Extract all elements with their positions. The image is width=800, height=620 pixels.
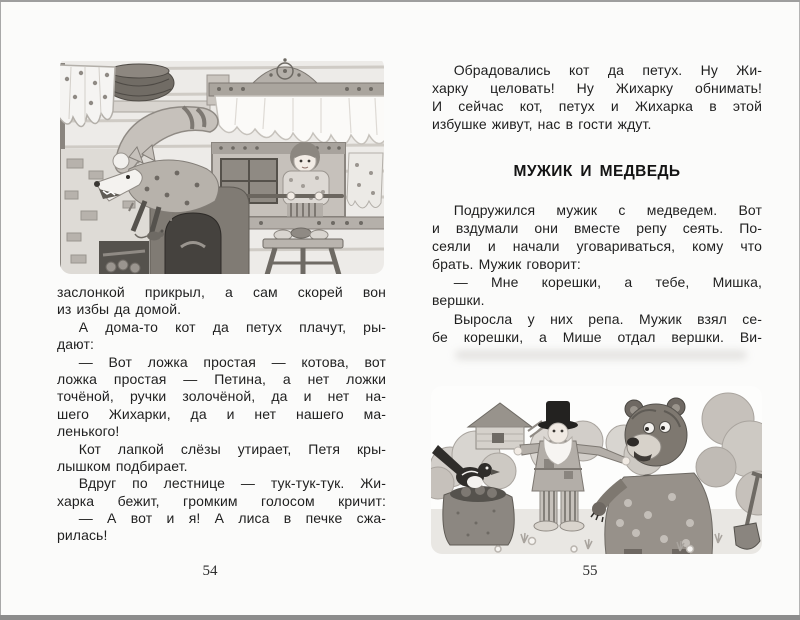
text-line: — А вот и я! А лиса в печке сжа- — [78, 510, 386, 527]
text-line: избушке живут, нас в гости ждут. — [432, 116, 652, 133]
text-line: харку целовать! Ну Жихарку обнимать! — [432, 80, 762, 97]
text-line: шего Жихарки, да и нет нашего ма- — [57, 405, 386, 422]
text-line: рилась! — [57, 527, 108, 544]
text-line: дают: — [57, 336, 94, 353]
hearth-firewood — [99, 241, 149, 277]
text-line: из избы да домой. — [57, 301, 182, 318]
text-line: вершки. — [432, 292, 485, 309]
right-page-story-text — [432, 201, 762, 346]
text-line: точёной, ручки золочёной, да и нет на- — [57, 388, 386, 405]
scan-top-edge — [0, 0, 800, 2]
text-line: А дома-то кот да петух плачут, ры- — [78, 318, 386, 335]
text-line: и вздумали они вместе репу сеять. По- — [432, 220, 762, 237]
text-line: — Вот ложка простая — котова, вот — [78, 353, 386, 370]
illustration-man-and-bear — [428, 383, 765, 557]
scan-bottom-edge — [0, 615, 800, 620]
sack-of-turnips — [443, 485, 514, 545]
text-line: Выросла у них репа. Мужик взял се- — [453, 310, 762, 327]
text-line: харка бежит, громким голосом кричит: — [57, 492, 386, 509]
text-line: заслонкой прикрыл, а сам скорей вон — [57, 284, 386, 300]
text-line: брать. Мужик говорит: — [432, 256, 581, 273]
text-line: бе корешки, а Мише отдал вершки. Ви- — [432, 328, 762, 345]
right-page-intro-text — [432, 61, 762, 133]
text-line: Обрадовались кот да петух. Ну Жи- — [453, 62, 762, 78]
scan-shadow — [455, 350, 747, 360]
text-line: — Мне корешки, а тебе, Мишка, — [453, 274, 762, 291]
text-line: ленького! — [57, 423, 120, 440]
text-line: И сейчас кот, петух и Жихарка в этой — [432, 98, 762, 115]
text-line: Подружился мужик с медведем. Вот — [453, 202, 762, 218]
story-title: МУЖИК И МЕДВЕДЬ — [513, 163, 681, 180]
page-number-right: 55 — [582, 563, 598, 579]
text-line: ложка простая — Петина, а нет ложки — [57, 370, 386, 387]
left-page-text — [57, 284, 386, 545]
text-line: Вдруг по лестнице — тук-тук-тук. Жи- — [78, 475, 386, 492]
text-line: Кот лапкой слёзы утирает, Петя кры- — [78, 440, 386, 457]
page-number-left: 54 — [202, 563, 218, 579]
illustration-fox-and-zhikharka — [57, 53, 387, 277]
text-line: лышком подбирает. — [57, 457, 188, 474]
polka-dot-curtain — [58, 65, 115, 127]
text-line: сеяли и начали уговариваться, кому что — [432, 238, 762, 255]
